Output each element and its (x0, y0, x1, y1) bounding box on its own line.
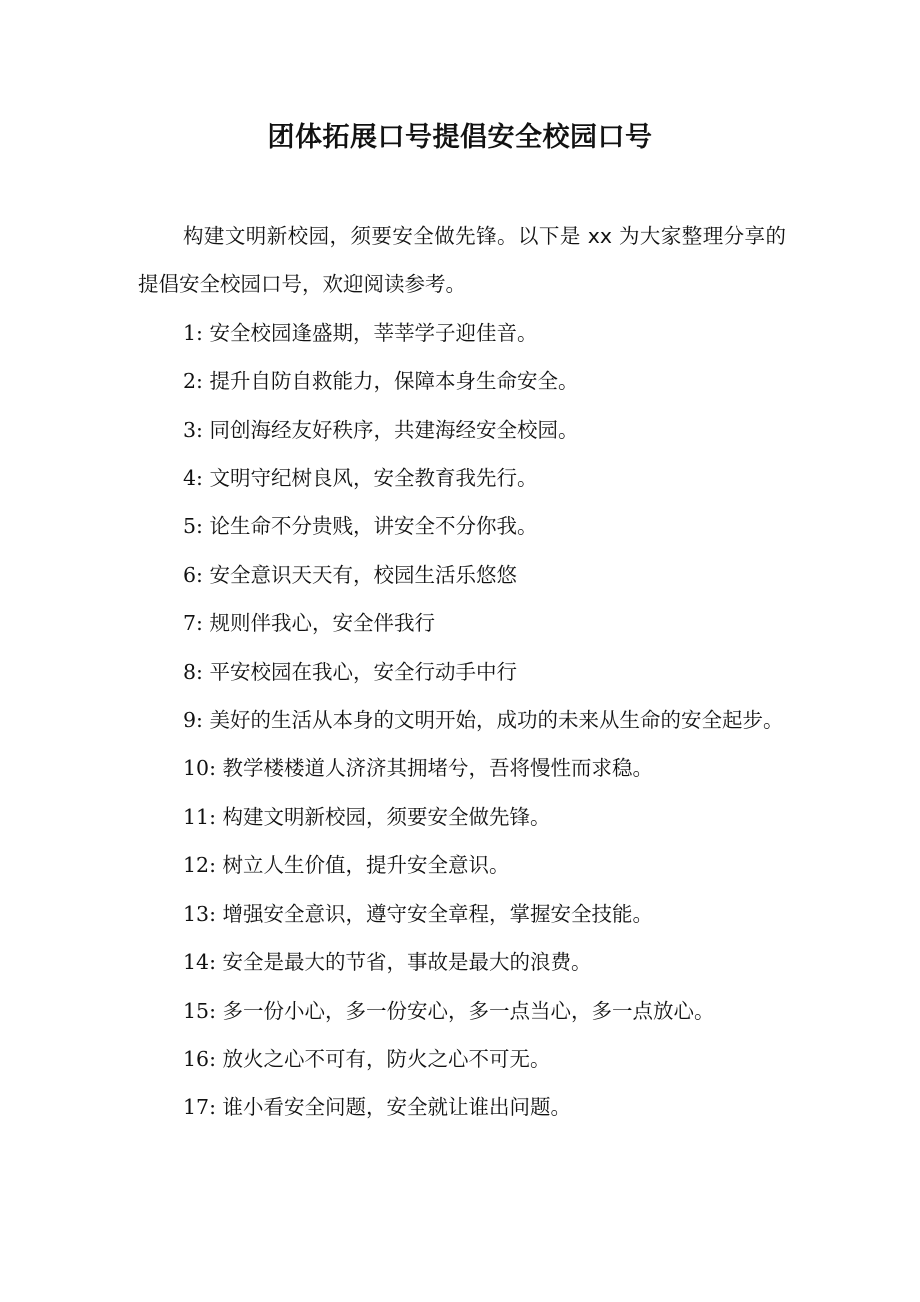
slogan-text: 论生命不分贵贱，讲安全不分你我。 (209, 514, 538, 539)
intro-paragraph: 构建文明新校园，须要安全做先锋。以下是 xx 为大家整理分享的提倡安全校园口号，欢迎阅读参考。 (138, 224, 786, 297)
slogan-text: 文明守纪树良风，安全教育我先行。 (209, 466, 538, 491)
slogan-text: 美好的生活从本身的文明开始，成功的未来从生命的安全起步。 (209, 708, 784, 733)
slogan-number: 6: (183, 562, 203, 587)
slogan-number: 15: (183, 998, 216, 1023)
slogan-text: 树立人生价值，提升安全意识。 (222, 853, 510, 878)
document-body (138, 212, 786, 1132)
slogan-text: 规则伴我心，安全伴我行 (209, 611, 435, 636)
slogan-item (138, 987, 786, 1035)
slogan-text: 多一份小心，多一份安心，多一点当心，多一点放心。 (222, 998, 715, 1023)
slogan-text: 教学楼楼道人济济其拥堵兮，吾将慢性而求稳。 (222, 756, 654, 781)
slogan-item (138, 841, 786, 889)
slogan-text: 谁小看安全问题，安全就让谁出问题。 (222, 1095, 572, 1120)
slogan-item (138, 309, 786, 357)
slogan-number: 2: (183, 369, 203, 394)
slogan-item (138, 1035, 786, 1083)
slogan-item (138, 696, 786, 744)
slogan-item (138, 599, 786, 647)
slogan-item (138, 648, 786, 696)
document-title: 团体拓展口号提倡安全校园口号 (267, 122, 653, 153)
slogan-item (138, 551, 786, 599)
slogan-text: 安全是最大的节省，事故是最大的浪费。 (222, 950, 592, 975)
slogan-item (138, 793, 786, 841)
slogan-text: 同创海经友好秩序，共建海经安全校园。 (209, 417, 579, 442)
slogan-number: 16: (183, 1046, 216, 1071)
slogan-number: 8: (183, 659, 203, 684)
slogan-text: 安全校园逢盛期，莘莘学子迎佳音。 (209, 320, 538, 345)
slogan-number: 1: (183, 320, 203, 345)
slogan-number: 9: (183, 708, 203, 733)
slogan-text: 构建文明新校园，须要安全做先锋。 (222, 804, 551, 829)
slogan-number: 5: (183, 514, 203, 539)
slogan-number: 3: (183, 417, 203, 442)
slogan-item (138, 938, 786, 986)
slogan-number: 14: (183, 950, 216, 975)
slogan-number: 13: (183, 901, 216, 926)
slogan-item (138, 1083, 786, 1131)
slogan-item (138, 890, 786, 938)
slogan-number: 7: (183, 611, 203, 636)
slogan-item (138, 502, 786, 550)
slogan-text: 平安校园在我心，安全行动手中行 (209, 659, 517, 684)
slogan-number: 12: (183, 853, 216, 878)
slogan-item (138, 357, 786, 405)
slogan-text: 提升自防自救能力，保障本身生命安全。 (209, 369, 579, 394)
slogan-number: 10: (183, 756, 216, 781)
slogan-number: 11: (183, 804, 216, 829)
slogan-item (138, 454, 786, 502)
slogan-item (138, 406, 786, 454)
slogan-number: 4: (183, 466, 203, 491)
slogan-number: 17: (183, 1095, 216, 1120)
slogan-text: 安全意识天天有，校园生活乐悠悠 (209, 562, 517, 587)
slogan-text: 放火之心不可有，防火之心不可无。 (222, 1046, 551, 1071)
slogan-text: 增强安全意识，遵守安全章程，掌握安全技能。 (222, 901, 654, 926)
slogan-item (138, 744, 786, 792)
